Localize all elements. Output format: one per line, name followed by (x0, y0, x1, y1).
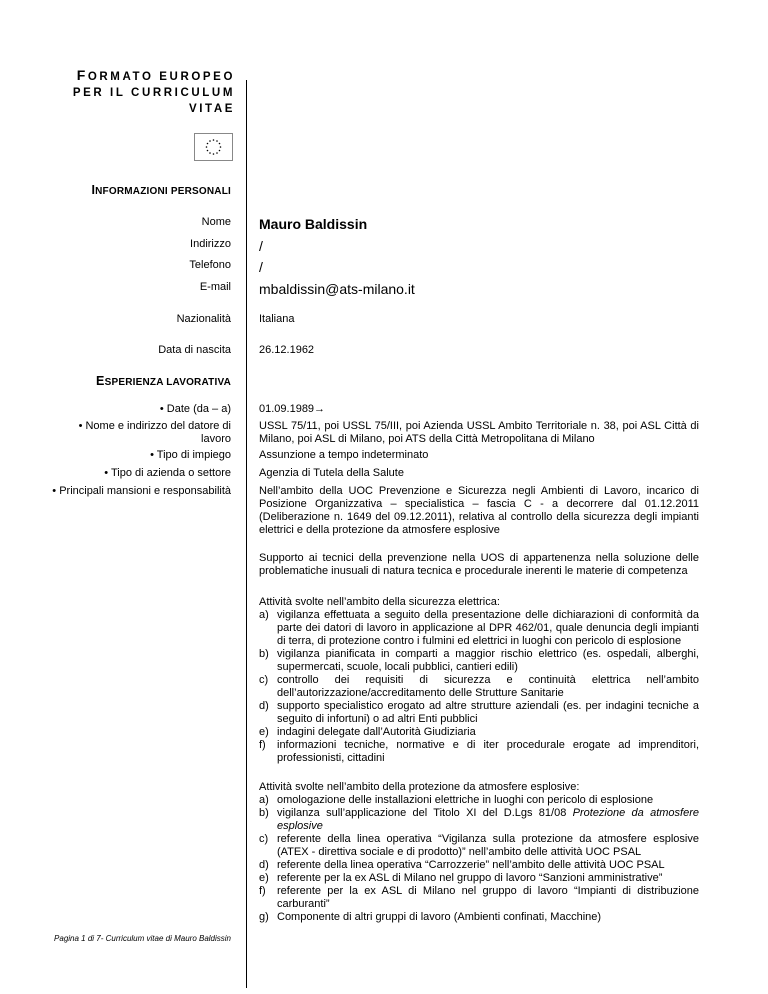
list-marker: g) (259, 911, 269, 923)
support-paragraph: Supporto ai tecnici della prevenzione nella UOS di appartenenza nella soluzione delle problematiche inusuali di natura tecnica e procedurale inerenti le materie di competenza (259, 552, 699, 577)
atex-activities-list (259, 794, 699, 924)
list-item-text: vigilanza sull’applicazione del Titolo XI del D.Lgs 81/08 (277, 807, 573, 819)
atex-item (259, 794, 699, 807)
label-duties: • Principali mansioni e responsabilità (52, 485, 231, 497)
vertical-divider (246, 80, 247, 988)
label-email: E-mail (199, 281, 231, 293)
page-footer: Pagina 1 di 7- Curriculum vitae di Mauro Baldissin (54, 934, 231, 943)
label-phone: Telefono (189, 259, 231, 271)
electrical-item (259, 726, 699, 739)
atex-item (259, 872, 699, 885)
value-dates: 01.09.1989→ (259, 403, 326, 415)
label-job-type: • Tipo di impiego (150, 449, 231, 461)
list-item-text: referente per la ex ASL di Milano nel gruppo di lavoro “Sanzioni amministrative” (277, 872, 663, 884)
label-address: Indirizzo (190, 238, 231, 250)
atex-item (259, 885, 699, 911)
value-birthdate: 26.12.1962 (259, 344, 315, 356)
electrical-item (259, 609, 699, 648)
list-item-text: omologazione delle installazioni elettriche in luoghi con pericolo di esplosione (277, 794, 654, 806)
value-email: mbaldissin@ats-milano.it (259, 281, 415, 297)
electrical-item (259, 739, 699, 765)
label-employer: • Nome e indirizzo del datore di lavoro (78, 420, 231, 445)
list-marker: f) (259, 739, 266, 751)
list-item-text: controllo dei requisiti di sicurezza e continuità elettrica nell’ambito dell’autorizzazione/accreditamento delle Strutture Sanitarie (277, 674, 699, 699)
list-marker: d) (259, 700, 269, 712)
value-address: / (259, 238, 263, 254)
cv-title-line-1: FORMATO EUROPEO (76, 67, 235, 83)
electrical-activities-list (259, 609, 699, 765)
value-name: Mauro Baldissin (259, 216, 368, 232)
atex-item (259, 807, 699, 833)
list-marker: b) (259, 648, 269, 660)
value-nationality: Italiana (259, 313, 295, 325)
electrical-item (259, 700, 699, 726)
section-title-experience: ESPERIENZA LAVORATIVA (96, 374, 231, 388)
list-item-text: vigilanza pianificata in comparti a maggior rischio elettrico (es. ospedali, alberghi, supermercati, scuole, locali pubblici, cantieri edili) (277, 648, 699, 673)
list-item-text: referente della linea operativa “Carrozzerie” nell’ambito delle attività UOC PSAL (277, 859, 665, 871)
label-nationality: Nazionalità (176, 313, 231, 325)
electrical-intro: Attività svolte nell’ambito della sicurezza elettrica: (259, 596, 500, 608)
label-birthdate: Data di nascita (158, 344, 231, 356)
list-item-text: supporto specialistico erogato ad altre strutture aziendali (es. per indagini tecniche a seguito di infortuni) o ad altri Enti pubblici (277, 700, 699, 725)
list-marker: b) (259, 807, 269, 819)
list-item-text: referente per la ex ASL di Milano nel gruppo di lavoro “Impianti di distribuzione carburanti” (277, 885, 699, 910)
cv-title-line-2: PER IL CURRICULUM (72, 87, 235, 99)
list-marker: a) (259, 794, 269, 806)
value-company-type: Agenzia di Tutela della Salute (259, 467, 404, 479)
list-item-emphasis: Protezione da atmosfere esplosive (277, 807, 699, 832)
value-employer: USSL 75/11, poi USSL 75/III, poi Azienda USSL Ambito Territoriale n. 38, poi ASL Città di Milano, poi ASL di Milano, poi ATS della Città Metropolitana di Milano (259, 420, 699, 445)
label-name: Nome (201, 216, 231, 228)
list-marker: f) (259, 885, 266, 897)
atex-item (259, 859, 699, 872)
list-item-text: informazioni tecniche, normative e di iter procedurale erogate ad imprenditori, professionisti, cittadini (277, 739, 699, 764)
atex-item (259, 911, 699, 924)
eu-flag-icon (194, 133, 233, 161)
label-company-type: • Tipo di azienda o settore (104, 467, 231, 479)
list-item-text: Componente di altri gruppi di lavoro (Ambienti confinati, Macchine) (277, 911, 602, 923)
electrical-item (259, 674, 699, 700)
list-marker: e) (259, 726, 269, 738)
cv-title-line-3: VITAE (188, 103, 235, 115)
value-phone: / (259, 259, 263, 275)
list-item-text: referente della linea operativa “Vigilanza sulla protezione da atmosfere esplosive (ATEX - direttiva sociale e di prodotto)” nell’ambito delle attività UOC PSAL (277, 833, 699, 858)
label-dates: • Date (da – a) (159, 403, 231, 415)
list-marker: c) (259, 674, 269, 686)
value-duties: Nell’ambito della UOC Prevenzione e Sicurezza negli Ambienti di Lavoro, incarico di Posizione Organizzativa – specialistica – fascia C - a decorrere dal 01.12.2011 (Deliberazione n. 1649 del 09.12.2011), relativa al controllo della sicurezza degli impianti elettrici e della protezione da atmosfere esplosive (259, 485, 699, 536)
list-marker: d) (259, 859, 269, 871)
value-job-type: Assunzione a tempo indeterminato (259, 449, 429, 461)
list-marker: e) (259, 872, 269, 884)
list-item-text: vigilanza effettuata a seguito della presentazione delle dichiarazioni di conformità da parte dei datori di lavoro in applicazione al DPR 462/01, quale denuncia degli impianti di terra, di protezione contro i fulmini ed elettrici in luoghi con pericolo di esplosione (277, 609, 699, 647)
list-item-text: indagini delegate dall’Autorità Giudiziaria (277, 726, 476, 738)
list-marker: a) (259, 609, 269, 621)
list-marker: c) (259, 833, 269, 845)
electrical-item (259, 648, 699, 674)
atex-intro: Attività svolte nell’ambito della protezione da atmosfere esplosive: (259, 781, 580, 793)
section-title-personal: INFORMAZIONI PERSONALI (91, 183, 231, 197)
atex-item (259, 833, 699, 859)
